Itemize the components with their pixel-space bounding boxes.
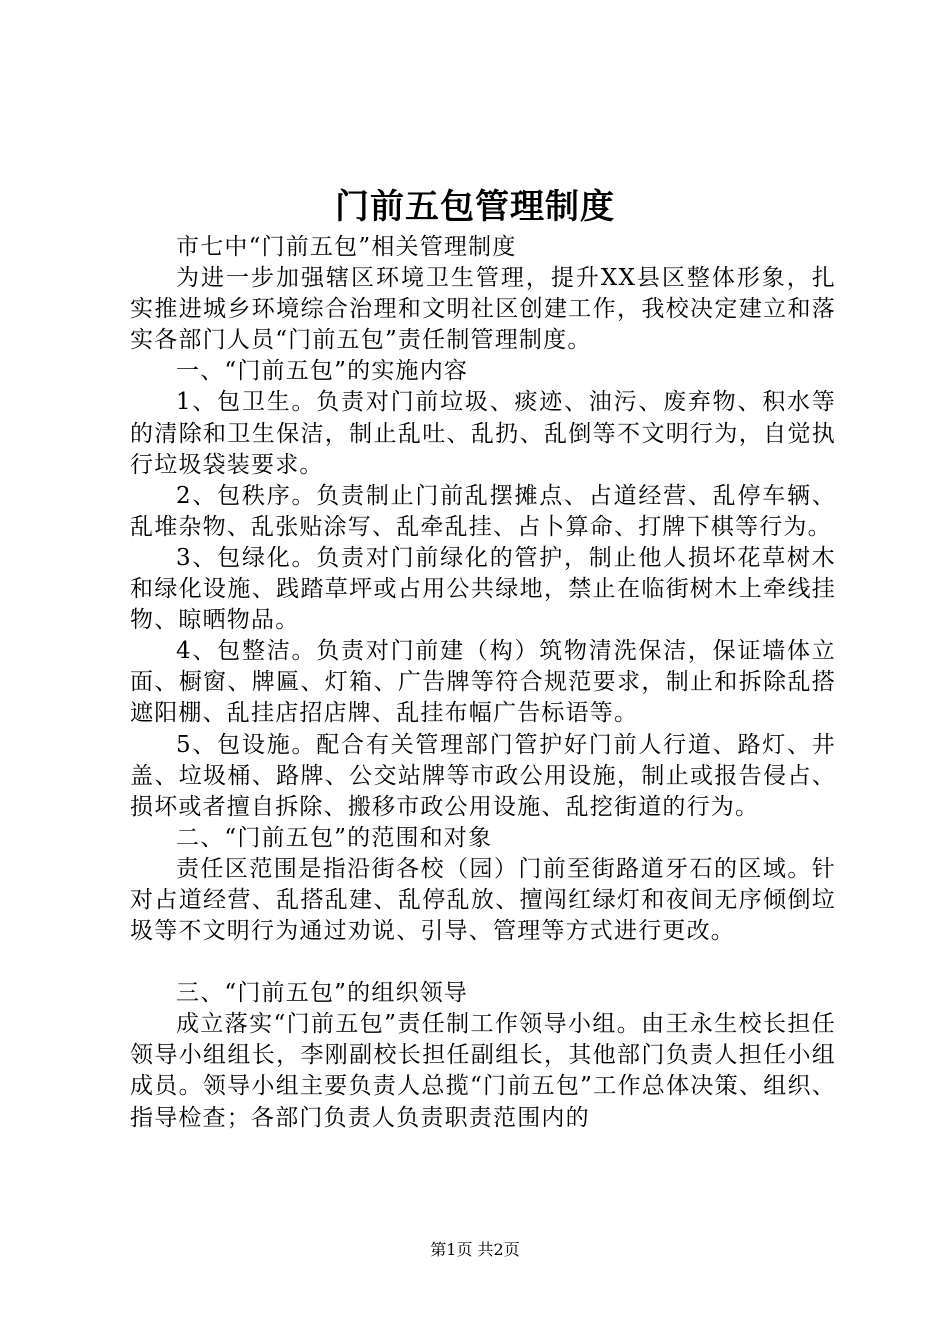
document-body <box>130 232 836 1134</box>
scope-paragraph: 责任区范围是指沿街各校（园）门前至街路道牙石的区域。针对占道经营、乱搭乱建、乱停乱放、擅闯红绿灯和夜间无序倾倒垃圾等不文明行为通过劝说、引导、管理等方式进行更改。 <box>130 855 836 945</box>
section-heading-1: 一、“门前五包”的实施内容 <box>176 358 469 385</box>
item-paragraph-4: 4、包整洁。负责对门前建（构）筑物清洗保洁，保证墙体立面、橱窗、牌匾、灯箱、广告牌等符合规范要求，制止和拆除乱搭遮阳棚、乱挂店招店牌、乱挂布幅广告标语等。 <box>130 638 836 727</box>
section-heading-2: 二、“门前五包”的范围和对象 <box>176 824 493 851</box>
intro-paragraph: 为进一步加强辖区环境卫生管理，提升XX县区整体形象，扎实推进城乡环境综合治理和文明社区创建工作，我校决定建立和落实各部门人员“门前五包”责任制管理制度。 <box>130 265 836 354</box>
item-paragraph-1: 1、包卫生。负责对门前垃圾、痰迹、油污、废弃物、积水等的清除和卫生保洁，制止乱吐、乱扔、乱倒等不文明行为，自觉执行垃圾袋装要求。 <box>130 389 836 478</box>
subtitle-paragraph: 市七中“门前五包”相关管理制度 <box>176 234 517 260</box>
section-heading-3: 三、“门前五包”的组织领导 <box>176 980 469 1007</box>
page-footer: 第1页 共2页 <box>430 1240 520 1259</box>
item-paragraph-2: 2、包秩序。负责制止门前乱摆摊点、占道经营、乱停车辆、乱堆杂物、乱张贴涂写、乱牵乱挂、占卜算命、打牌下棋等行为。 <box>130 482 836 540</box>
leadership-paragraph: 成立落实“门前五包”责任制工作领导小组。由王永生校长担任领导小组组长，李刚副校长担任副组长，其他部门负责人担任小组成员。领导小组主要负责人总揽“门前五包”工作总体决策、组织、指导检查；各部门负责人负责职责范围内的 <box>130 1011 836 1131</box>
item-paragraph-5: 5、包设施。配合有关管理部门管护好门前人行道、路灯、井盖、垃圾桶、路牌、公交站牌等市政公用设施，制止或报告侵占、损坏或者擅自拆除、搬移市政公用设施、乱挖街道的行为。 <box>130 731 836 820</box>
document-title: 门前五包管理制度 <box>335 187 615 227</box>
item-paragraph-3: 3、包绿化。负责对门前绿化的管护，制止他人损坏花草树木和绿化设施、践踏草坪或占用公共绿地，禁止在临街树木上牵线挂物、晾晒物品。 <box>130 544 836 634</box>
